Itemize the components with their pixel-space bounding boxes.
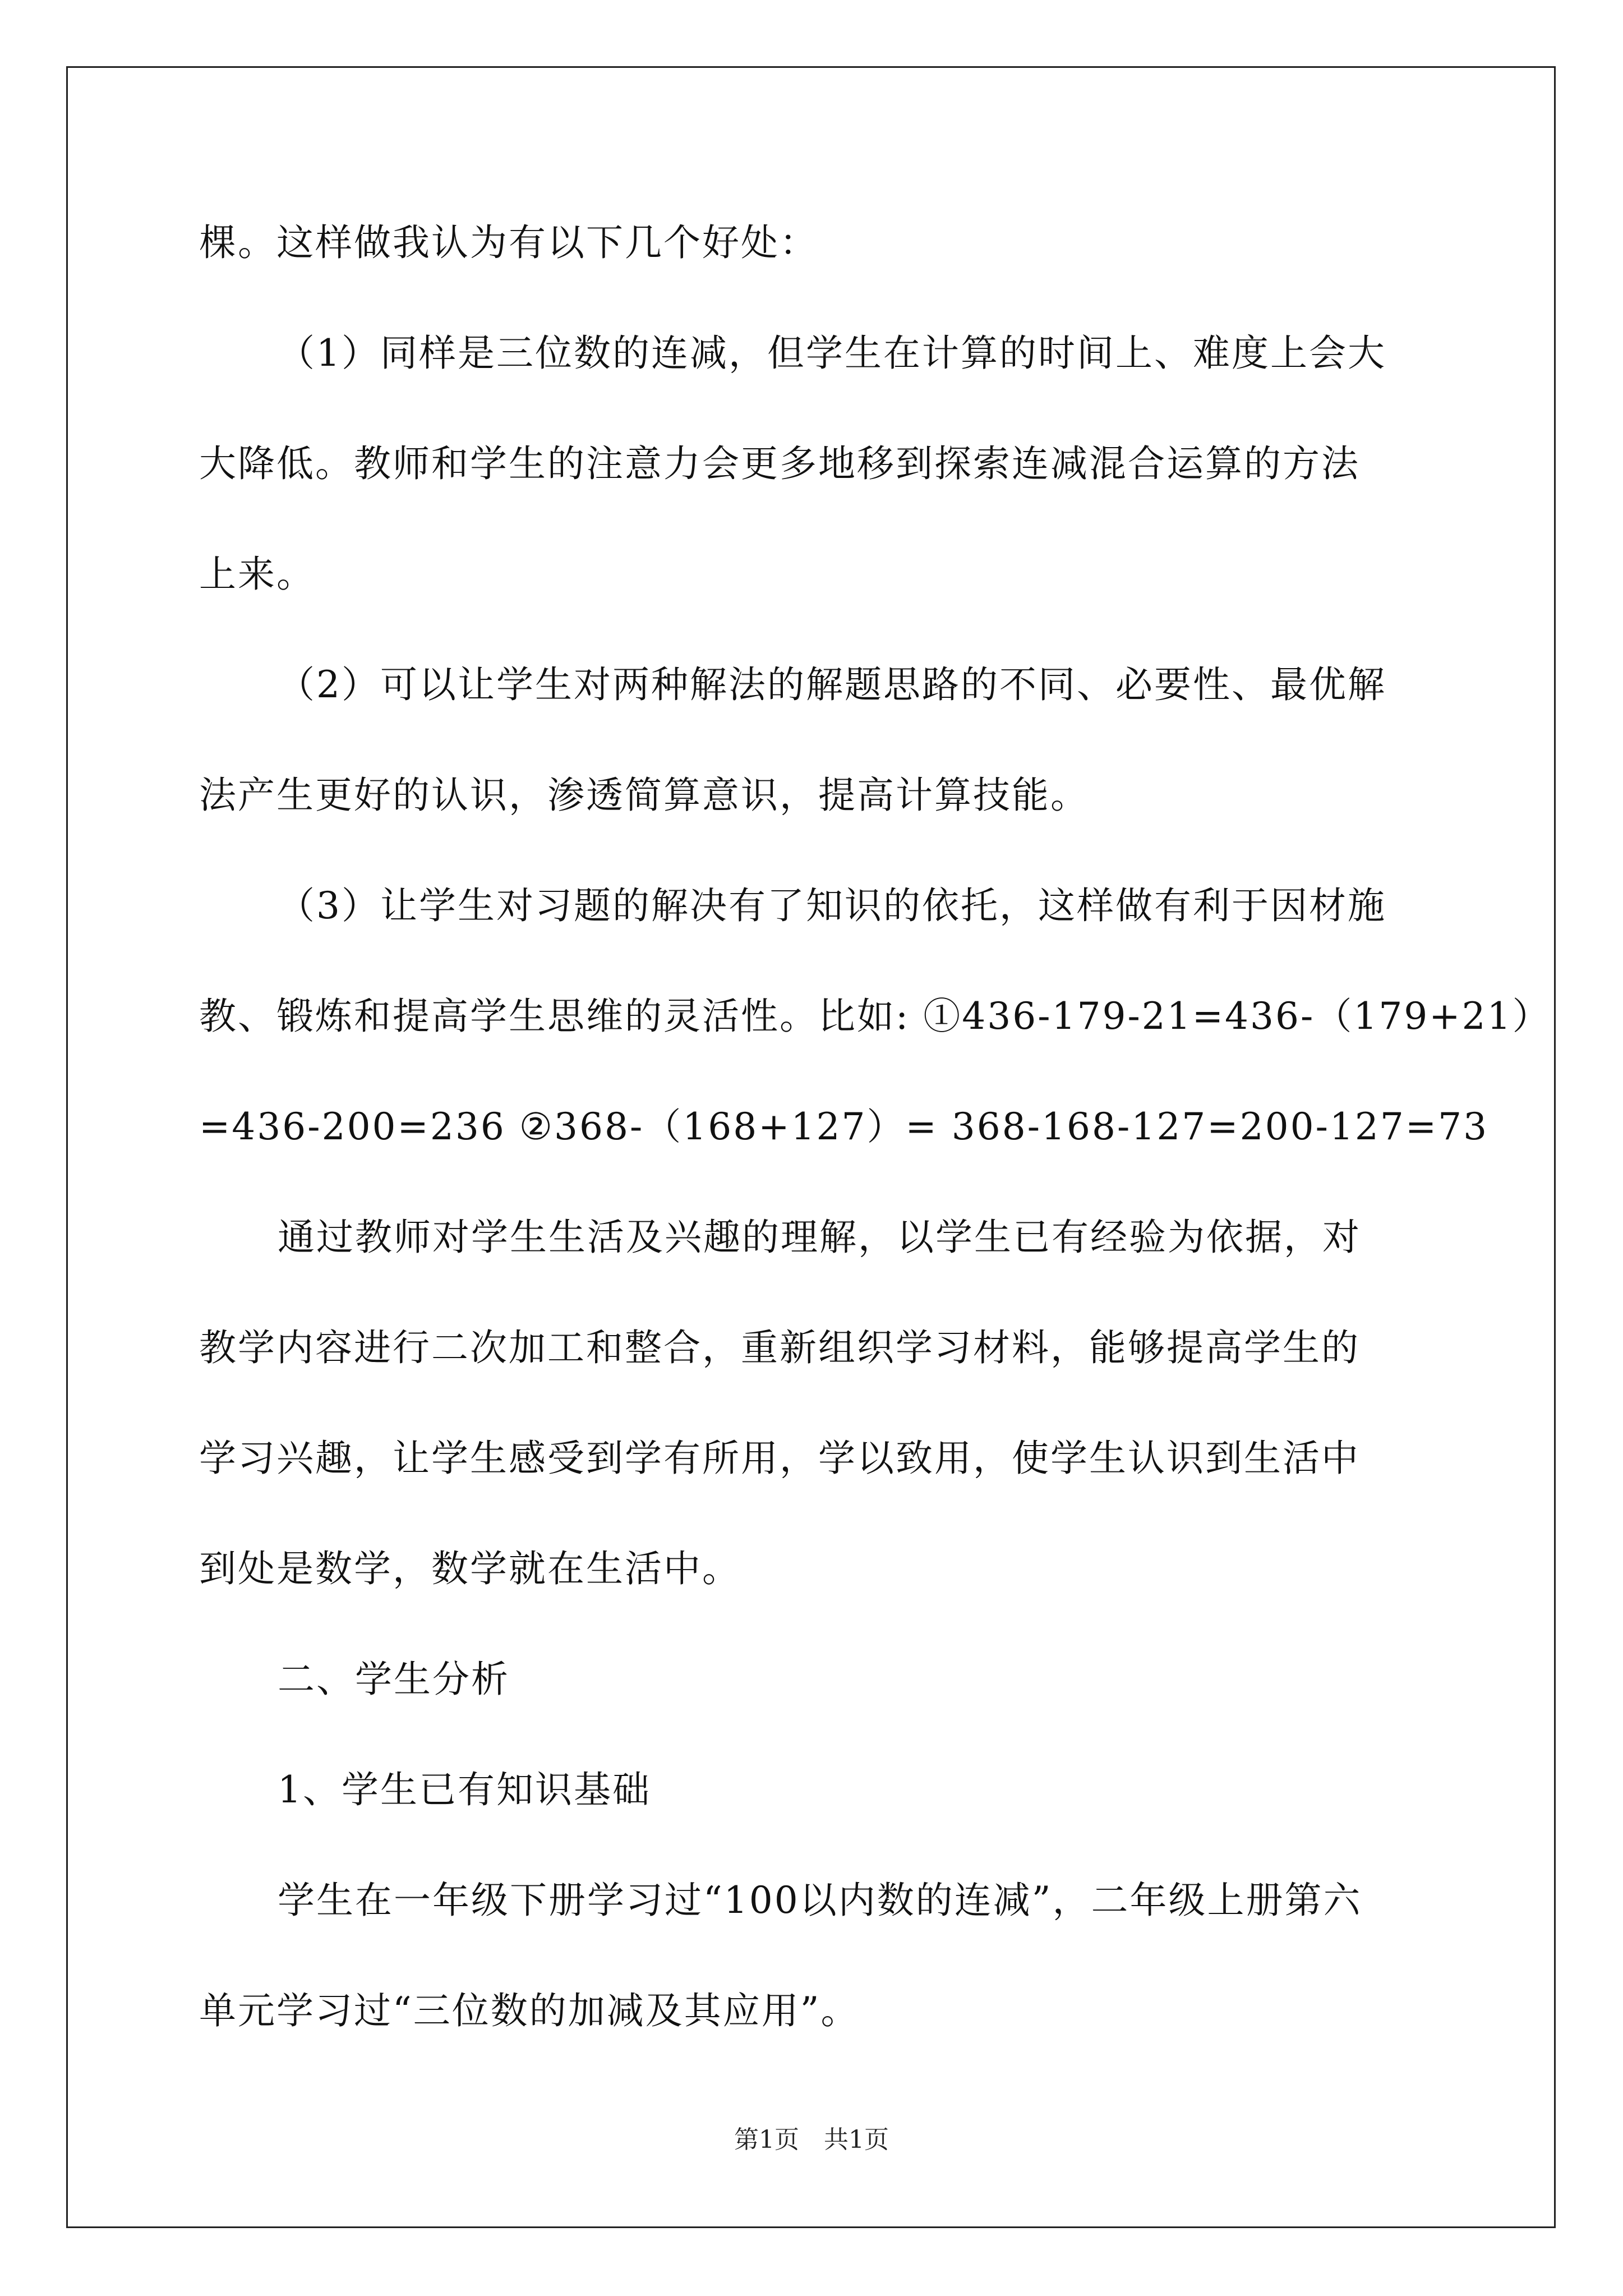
text-line: 通过教师对学生生活及兴趣的理解，以学生已有经验为依据，对 <box>278 1216 1361 1259</box>
text-line: 法产生更好的认识，渗透简算意识，提高计算技能。 <box>199 774 1089 817</box>
text-line: 上来。 <box>199 553 315 596</box>
text-line: 到处是数学，数学就在生活中。 <box>199 1547 741 1590</box>
page-number-footer: 第1页 共1页 <box>734 2125 889 2154</box>
text-line: 教学内容进行二次加工和整合，重新组织学习材料，能够提高学生的 <box>199 1326 1360 1369</box>
text-line: 教、锻炼和提高学生思维的灵活性。比如: ①436-179-21=436-（179+21） <box>199 995 1551 1038</box>
text-line: （1）同样是三位数的连减，但学生在计算的时间上、难度上会大 <box>278 332 1386 375</box>
text-line: 学习兴趣，让学生感受到学有所用，学以致用，使学生认识到生活中 <box>199 1437 1360 1480</box>
text-line: 大降低。教师和学生的注意力会更多地移到探索连减混合运算的方法 <box>199 442 1360 485</box>
subsection-heading: 1、学生已有知识基础 <box>278 1768 651 1811</box>
text-line: （2）可以让学生对两种解法的解题思路的不同、必要性、最优解 <box>278 663 1386 706</box>
document-body <box>199 221 1551 2103</box>
text-line: （3）让学生对习题的解决有了知识的依托，这样做有利于因材施 <box>278 884 1386 927</box>
text-line: 单元学习过“三位数的加减及其应用”。 <box>199 1989 860 2032</box>
text-line: 棵。这样做我认为有以下几个好处： <box>199 221 818 264</box>
section-heading: 二、学生分析 <box>278 1658 510 1701</box>
text-line: 学生在一年级下册学习过“100以内数的连减”，二年级上册第六 <box>278 1879 1362 1922</box>
text-line: =436-200=236 ②368-（168+127）= 368-168-127=200-127=73 <box>199 1105 1489 1148</box>
